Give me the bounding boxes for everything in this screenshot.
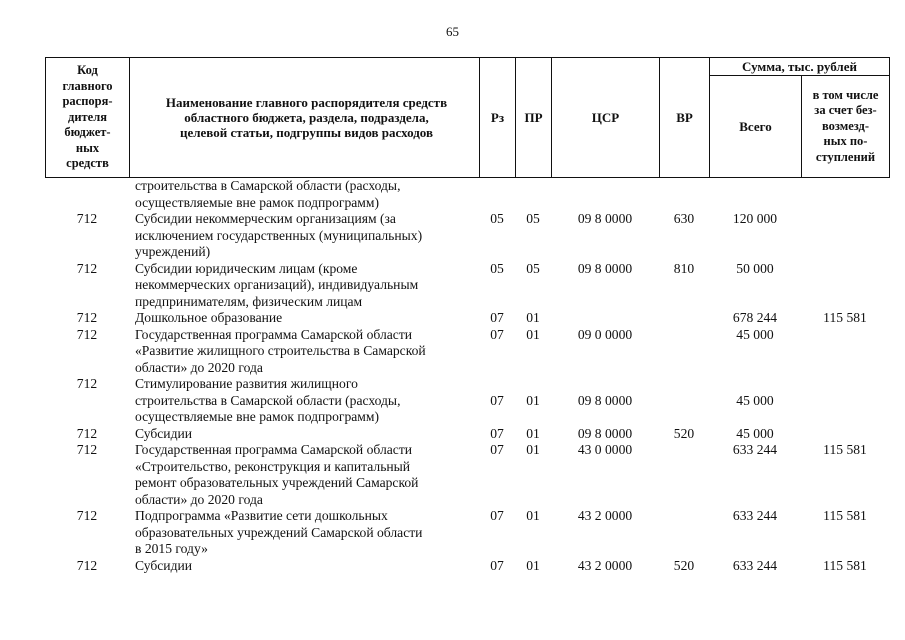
row-csr: 43 2 0000 xyxy=(577,508,633,523)
header-rz: Рз xyxy=(480,58,516,178)
table-row xyxy=(45,310,889,327)
row-including xyxy=(801,261,889,311)
row-pr: 01 xyxy=(526,557,540,573)
row-name xyxy=(129,508,479,558)
row-name-line: исключением государственных (муниципальных) xyxy=(135,227,423,243)
row-name xyxy=(129,310,479,327)
row-rz: 07 xyxy=(490,425,504,441)
header-name-line: целевой статьи, подгруппы видов расходов xyxy=(179,125,434,140)
row-rz: 07 xyxy=(490,326,504,342)
row-name-line: Субсидии xyxy=(135,425,193,441)
row-rz xyxy=(479,178,515,211)
table-row xyxy=(45,261,889,311)
row-rz: 07 xyxy=(490,508,504,523)
row-code: 712 xyxy=(76,260,98,276)
row-csr: 09 8 0000 xyxy=(577,392,633,408)
header-code xyxy=(46,58,130,178)
row-vr: 520 xyxy=(673,557,695,573)
row-pr: 01 xyxy=(526,310,540,325)
row-name-line: Дошкольное образование xyxy=(135,310,283,325)
header-code-line: бюджет- xyxy=(64,125,111,140)
header-code-line: распоря- xyxy=(62,94,113,109)
row-pr: 01 xyxy=(526,425,540,441)
row-name xyxy=(129,376,479,426)
table-row xyxy=(45,508,889,558)
table-row xyxy=(45,376,889,426)
row-rz: 05 xyxy=(490,260,504,276)
row-name-line: строительства в Самарской области (расходы, xyxy=(135,392,401,408)
row-name-line: Стимулирование развития жилищного xyxy=(135,376,358,391)
table-header xyxy=(45,57,890,178)
table-row xyxy=(45,327,889,377)
header-total: Всего xyxy=(710,76,802,178)
row-name-line: области» до 2020 года xyxy=(135,359,263,375)
row-including: 115 581 xyxy=(823,508,867,523)
row-rz: 07 xyxy=(490,310,504,325)
header-including-line: ступлений xyxy=(815,149,876,164)
row-name-line: строительства в Самарской области (расходы, xyxy=(135,178,401,193)
row-pr: 01 xyxy=(526,392,540,408)
row-name-line: осуществляемые вне рамок подпрограмм) xyxy=(135,194,380,210)
row-rz: 05 xyxy=(490,211,504,226)
header-name-line: областного бюджета, раздела, подраздела, xyxy=(184,110,429,125)
row-including: 115 581 xyxy=(823,310,867,325)
row-total: 633 244 xyxy=(732,557,778,573)
row-code xyxy=(45,178,129,211)
row-vr xyxy=(659,508,709,558)
row-code: 712 xyxy=(76,376,98,391)
row-name-line: некоммерческих организаций), индивидуальным xyxy=(135,277,419,292)
table-row xyxy=(45,178,889,211)
row-total: 45 000 xyxy=(736,392,774,408)
row-csr: 09 8 0000 xyxy=(577,211,633,226)
row-vr xyxy=(659,327,709,377)
row-name xyxy=(129,442,479,508)
row-total: 120 000 xyxy=(732,211,778,226)
row-code: 712 xyxy=(76,326,98,342)
header-code-line: главного xyxy=(62,78,113,93)
header-including-line: ных по- xyxy=(823,134,868,149)
row-name-line: Субсидии юридическим лицам (кроме xyxy=(135,260,358,276)
row-total: 45 000 xyxy=(736,326,774,342)
row-including xyxy=(801,376,889,426)
header-vr: ВР xyxy=(660,58,710,178)
row-including xyxy=(801,211,889,261)
row-including xyxy=(801,426,889,443)
row-name-line: образовательных учреждений Самарской области xyxy=(135,524,423,540)
row-rz: 07 xyxy=(490,557,504,573)
header-name xyxy=(130,58,480,178)
row-including xyxy=(801,178,889,211)
row-name-line: учреждений) xyxy=(135,244,211,259)
row-name xyxy=(129,261,479,311)
row-name xyxy=(129,327,479,377)
row-including: 115 581 xyxy=(823,442,867,457)
row-csr xyxy=(551,310,659,327)
row-name-line: осуществляемые вне рамок подпрограмм) xyxy=(135,409,380,424)
table-row xyxy=(45,558,889,575)
row-vr xyxy=(659,376,709,426)
row-pr: 05 xyxy=(526,211,540,226)
header-code-line: дителя xyxy=(68,109,107,124)
row-total: 633 244 xyxy=(732,508,778,523)
header-including-line: возмезд- xyxy=(821,118,870,133)
row-including: 115 581 xyxy=(823,557,867,573)
row-name-line: ремонт образовательных учреждений Самарской xyxy=(135,475,419,490)
row-name-line: «Строительство, реконструкция и капитальный xyxy=(135,458,411,474)
table-body xyxy=(45,178,889,574)
header-pr: ПР xyxy=(516,58,552,178)
row-pr: 01 xyxy=(526,326,540,342)
row-code: 712 xyxy=(76,211,98,226)
row-name-line: предпринимателям, физическим лицам xyxy=(135,293,363,309)
row-name xyxy=(129,211,479,261)
header-including xyxy=(802,76,890,178)
header-code-line: Код xyxy=(77,63,98,78)
table-row xyxy=(45,426,889,443)
row-csr: 43 2 0000 xyxy=(577,557,633,573)
row-pr: 01 xyxy=(526,508,540,523)
header-code-line: ных xyxy=(75,140,100,155)
row-name-line: Подпрограмма «Развитие сети дошкольных xyxy=(135,508,388,523)
header-sum-group: Сумма, тыс. рублей xyxy=(710,58,890,76)
row-csr: 09 0 0000 xyxy=(577,326,633,342)
table-row xyxy=(45,442,889,508)
table-row xyxy=(45,211,889,261)
row-code: 712 xyxy=(76,442,98,457)
row-total: 45 000 xyxy=(736,425,774,441)
row-name-line: Государственная программа Самарской области xyxy=(135,442,413,457)
row-name-line: в 2015 году» xyxy=(135,541,208,556)
row-name xyxy=(129,178,479,211)
row-name-line: Субсидии некоммерческим организациям (за xyxy=(135,211,396,226)
row-csr: 43 0 0000 xyxy=(577,442,633,457)
row-csr: 09 8 0000 xyxy=(577,425,633,441)
row-name-line: области» до 2020 года xyxy=(135,491,263,507)
row-code: 712 xyxy=(76,310,98,325)
row-name-line: «Развитие жилищного строительства в Самарской xyxy=(135,343,426,358)
header-including-line: за счет без- xyxy=(814,103,877,118)
row-name-line: Государственная программа Самарской области xyxy=(135,326,413,342)
row-vr xyxy=(659,442,709,508)
page-number: 65 xyxy=(446,24,459,39)
row-vr xyxy=(659,310,709,327)
row-code: 712 xyxy=(76,425,98,441)
row-code: 712 xyxy=(76,508,98,523)
row-csr xyxy=(551,178,659,211)
row-code: 712 xyxy=(76,557,98,573)
row-including xyxy=(801,327,889,377)
row-total: 50 000 xyxy=(736,260,774,276)
row-pr: 01 xyxy=(526,442,540,457)
row-vr: 520 xyxy=(673,425,695,441)
row-vr: 630 xyxy=(673,211,695,226)
row-name-line: Субсидии xyxy=(135,557,193,573)
row-csr: 09 8 0000 xyxy=(577,260,633,276)
row-name xyxy=(129,426,479,443)
row-total xyxy=(709,178,801,211)
header-csr: ЦСР xyxy=(552,58,660,178)
row-pr: 05 xyxy=(526,260,540,276)
row-total: 678 244 xyxy=(732,310,778,325)
row-pr xyxy=(515,178,551,211)
header-code-line: средств xyxy=(66,156,109,171)
row-rz: 07 xyxy=(490,442,504,457)
row-total: 633 244 xyxy=(732,442,778,457)
header-name-line: Наименование главного распорядителя средств xyxy=(165,95,448,110)
row-name xyxy=(129,558,479,575)
header-including-line: в том числе xyxy=(812,87,879,102)
row-vr: 810 xyxy=(673,260,695,276)
row-rz: 07 xyxy=(490,392,504,408)
row-vr xyxy=(659,178,709,211)
